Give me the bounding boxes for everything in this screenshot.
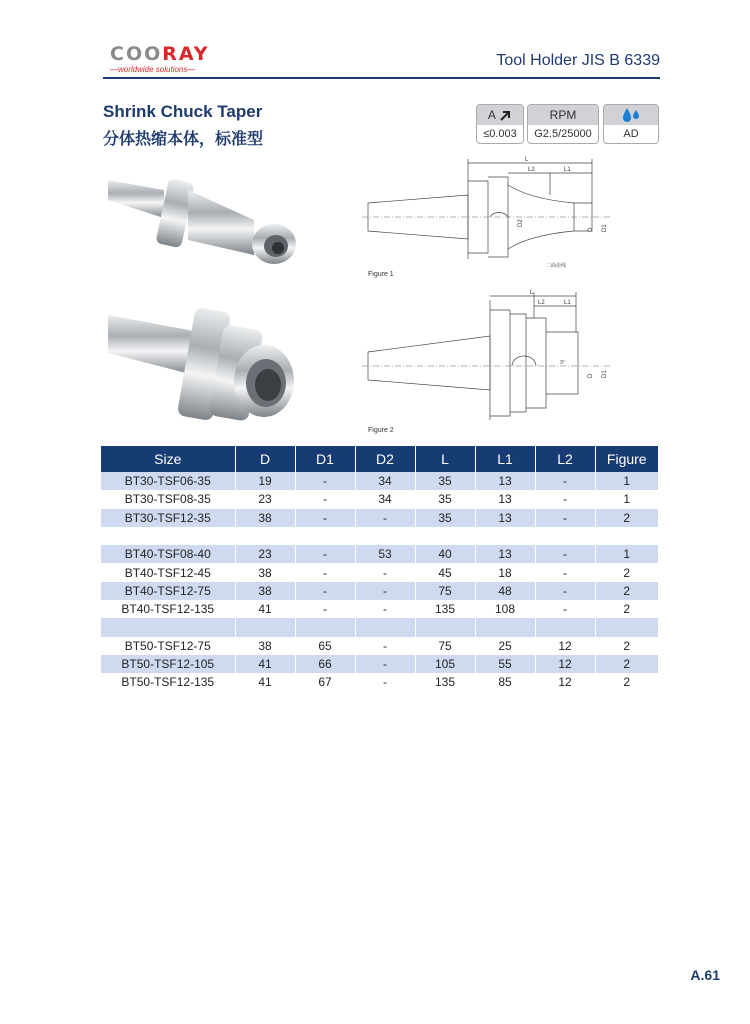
spec-table <box>101 446 658 692</box>
figure1-caption: Figure 1 <box>368 271 394 278</box>
cell-l2 <box>535 618 595 636</box>
product-title-english: Shrink Chuck Taper <box>103 102 263 121</box>
cell-l1: 13 <box>475 490 535 508</box>
fig2-dim-D1: D1 <box>602 370 608 378</box>
cell-l <box>415 618 475 636</box>
header-divider <box>103 77 660 79</box>
cell-size: BT40-TSF12-75 <box>101 582 235 600</box>
cell-d2: - <box>355 563 415 581</box>
cell-l2: - <box>535 582 595 600</box>
cell-figure: 2 <box>595 600 658 618</box>
cell-d: 41 <box>235 600 295 618</box>
cell-d1: - <box>295 490 355 508</box>
logo-wordmark: COORAY <box>110 43 210 65</box>
arrow-up-right-icon <box>499 109 512 122</box>
cell-l <box>415 527 475 545</box>
fig1-dim-D1: D1 <box>602 224 608 232</box>
cell-d1: - <box>295 563 355 581</box>
column-header-l2: L2 <box>535 446 595 472</box>
cell-d2: - <box>355 582 415 600</box>
cell-l2: 12 <box>535 637 595 655</box>
cell-d: 19 <box>235 472 295 490</box>
cell-d2: - <box>355 673 415 691</box>
cell-figure: 1 <box>595 545 658 563</box>
table-row <box>101 509 658 527</box>
cell-size: BT40-TSF12-135 <box>121 602 215 617</box>
cell-d1: 67 <box>295 673 355 691</box>
fig1-dim-L1: L1 <box>564 167 571 173</box>
table-row <box>101 490 658 508</box>
cell-l: 135 <box>415 673 475 691</box>
cell-d2: - <box>355 509 415 527</box>
table-row <box>101 545 658 563</box>
cell-d1: - <box>295 600 355 618</box>
cell-figure: 1 <box>595 472 658 490</box>
cell-l: 35 <box>415 490 475 508</box>
cell-l1: 55 <box>475 655 535 673</box>
cell-size: BT50-TSF12-75 <box>124 638 211 653</box>
table-row <box>101 600 658 618</box>
cell-figure: 2 <box>595 509 658 527</box>
accuracy-label: A <box>487 108 496 122</box>
fig2-dim-L2: L2 <box>538 300 545 306</box>
fig2-dim-L: L <box>530 290 534 296</box>
cell-d1 <box>295 618 355 636</box>
cell-l: 40 <box>415 545 475 563</box>
product-photo-figure1 <box>104 160 300 270</box>
cell-size <box>101 527 235 545</box>
cell-l1 <box>475 618 535 636</box>
cell-l1: 25 <box>475 637 535 655</box>
cell-size: BT30-TSF08-35 <box>124 492 211 507</box>
cell-d1: - <box>295 472 355 490</box>
table-row <box>101 637 658 655</box>
cell-d2: - <box>355 637 415 655</box>
fig1-dim-L2: L2 <box>528 167 535 173</box>
cell-l2: - <box>535 600 595 618</box>
cell-l2: - <box>535 472 595 490</box>
cell-figure: 2 <box>595 637 658 655</box>
fig2-dim-D: D <box>588 373 594 378</box>
cell-size: BT50-TSF12-105 <box>101 655 235 673</box>
cell-l: 75 <box>415 637 475 655</box>
cell-l1: 85 <box>475 673 535 691</box>
product-photo-figure2 <box>104 305 300 435</box>
cell-d2 <box>355 527 415 545</box>
cell-d: 41 <box>235 655 295 673</box>
cell-d1: 65 <box>295 637 355 655</box>
cell-figure: 1 <box>595 490 658 508</box>
cell-l: 105 <box>415 655 475 673</box>
column-header-d2: D2 <box>355 446 415 472</box>
cell-l2: - <box>535 490 595 508</box>
cell-d: 41 <box>235 673 295 691</box>
cell-d1: 66 <box>295 655 355 673</box>
cell-l2 <box>535 527 595 545</box>
column-header-size: Size <box>101 446 235 472</box>
figure2-caption: Figure 2 <box>368 427 394 434</box>
cell-l: 45 <box>415 563 475 581</box>
cell-d: 38 <box>235 563 295 581</box>
column-header-d1: D1 <box>295 446 355 472</box>
logo-tagline: —worldwide solutions— <box>110 65 196 74</box>
document-title: Tool Holder JIS B 6339 <box>496 52 660 69</box>
cell-l1: 18 <box>475 563 535 581</box>
fig1-dim-L: L <box>525 157 529 163</box>
cell-l2: - <box>535 563 595 581</box>
table-row <box>101 655 658 673</box>
cell-l1: 13 <box>475 545 535 563</box>
cell-l1 <box>475 527 535 545</box>
cell-l: 35 <box>415 509 475 527</box>
accuracy-badge <box>476 104 524 144</box>
cell-l2: 12 <box>535 655 595 673</box>
product-title-chinese: 分体热缩本体，标准型 <box>103 131 264 148</box>
cell-d: 23 <box>235 490 295 508</box>
cell-figure: 2 <box>595 655 658 673</box>
technical-drawing-figure2 <box>360 288 616 436</box>
accuracy-value: ≤0.003 <box>483 128 517 140</box>
coolant-value: AD <box>623 128 639 140</box>
cell-d1: - <box>295 545 355 563</box>
cell-size: BT40-TSF12-45 <box>124 565 211 580</box>
table-row <box>101 472 658 490</box>
fig2-dim-angle: 3° <box>560 360 565 366</box>
cell-figure: 2 <box>595 563 658 581</box>
cell-size: BT30-TSF06-35 <box>101 472 235 490</box>
cell-l1: 108 <box>475 600 535 618</box>
coolant-badge <box>603 104 659 144</box>
cell-d2: 53 <box>355 545 415 563</box>
cell-figure <box>595 618 658 636</box>
cell-d1: - <box>295 582 355 600</box>
page-number: A.61 <box>690 967 720 983</box>
cell-d1: - <box>295 509 355 527</box>
fig1-dim-D2: D2 <box>518 219 524 227</box>
rpm-badge <box>527 104 599 144</box>
cell-figure: 2 <box>595 582 658 600</box>
rpm-value: G2.5/25000 <box>534 128 592 140</box>
table-spacer-row <box>101 527 658 545</box>
cell-l2: - <box>535 545 595 563</box>
cell-l1: 13 <box>475 509 535 527</box>
cell-figure <box>595 527 658 545</box>
cell-l: 35 <box>415 472 475 490</box>
cell-l: 75 <box>415 582 475 600</box>
fig2-dim-L1: L1 <box>564 300 571 306</box>
column-header-l1: L1 <box>475 446 535 472</box>
cell-l: 135 <box>415 600 475 618</box>
cell-d: 38 <box>235 509 295 527</box>
cell-d2: - <box>355 655 415 673</box>
fig1-note: 二面齿线 <box>546 263 567 269</box>
cell-d2: - <box>355 600 415 618</box>
column-header-l: L <box>415 446 475 472</box>
cell-d2 <box>355 618 415 636</box>
cell-l2: - <box>535 509 595 527</box>
cell-d2: 34 <box>355 472 415 490</box>
cell-l1: 48 <box>475 582 535 600</box>
water-drops-icon <box>620 107 642 123</box>
table-spacer-row <box>101 618 658 636</box>
table-row <box>101 563 658 581</box>
cell-d2: 34 <box>355 490 415 508</box>
fig1-dim-D: D <box>588 227 594 232</box>
cell-size: BT40-TSF08-40 <box>101 545 235 563</box>
cell-d: 38 <box>235 637 295 655</box>
technical-drawing-figure1 <box>360 155 616 280</box>
cell-figure: 2 <box>595 673 658 691</box>
table-row <box>101 673 658 691</box>
table-body <box>101 472 658 692</box>
cell-l1: 13 <box>475 472 535 490</box>
cell-d <box>235 618 295 636</box>
table-row <box>101 582 658 600</box>
cell-d: 23 <box>235 545 295 563</box>
cell-size: BT30-TSF12-35 <box>101 509 235 527</box>
cell-d <box>235 527 295 545</box>
cell-d1 <box>295 527 355 545</box>
cell-d: 38 <box>235 582 295 600</box>
cell-size: BT50-TSF12-135 <box>121 675 215 690</box>
brand-logo <box>110 44 220 76</box>
rpm-label: RPM <box>528 105 598 125</box>
column-header-d: D <box>235 446 295 472</box>
cell-size <box>101 618 235 636</box>
column-header-figure: Figure <box>595 446 658 472</box>
table-header-row <box>101 446 658 472</box>
cell-l2: 12 <box>535 673 595 691</box>
